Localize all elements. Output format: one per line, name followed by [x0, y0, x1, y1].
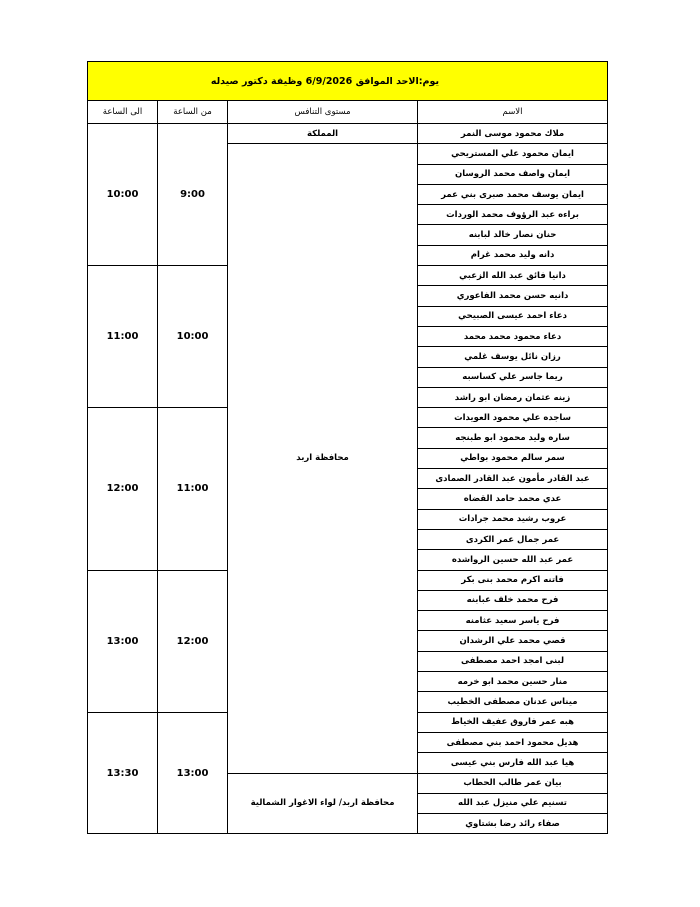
candidate-name: ملاك محمود موسى النمر [418, 124, 608, 144]
candidate-name: دانه وليد محمد غرام [418, 245, 608, 265]
candidate-name: رزان نائل يوسف غلمي [418, 347, 608, 367]
candidate-name: فرح ياسر سعيد عثامنه [418, 611, 608, 631]
header-level: مستوى التنافس [228, 101, 418, 124]
slot-from-time: 13:00 [158, 712, 228, 834]
table-row [88, 124, 608, 144]
candidate-name: صفاء رائد رضا بشتاوي [418, 814, 608, 834]
candidate-name: عدي محمد حامد القضاه [418, 489, 608, 509]
level-irbid: محافظة اربد [228, 144, 418, 773]
candidate-name: عمر عبد الله حسين الرواشده [418, 550, 608, 570]
candidate-name: تسنيم علي منيزل عبد الله [418, 793, 608, 813]
header-from: من الساعة [158, 101, 228, 124]
candidate-name: زينه عثمان رمضان ابو راشد [418, 387, 608, 407]
candidate-name: دانيا فائق عبد الله الزعبي [418, 266, 608, 286]
candidate-name: لبنى امجد احمد مصطفى [418, 651, 608, 671]
candidate-name: ميناس عدنان مصطفى الخطيب [418, 692, 608, 712]
candidate-name: بيان عمر طالب الحطاب [418, 773, 608, 793]
candidate-name: فرح محمد خلف عبابنه [418, 590, 608, 610]
candidate-name: منار حسين محمد ابو خرمه [418, 672, 608, 692]
candidate-name: ايمان واصف محمد الروسان [418, 164, 608, 184]
candidate-name: هبه عمر فاروق عفيف الخياط [418, 712, 608, 732]
slot-from-time: 10:00 [158, 266, 228, 408]
slot-from-time: 9:00 [158, 124, 228, 266]
slot-to-time: 13:30 [88, 712, 158, 834]
candidate-name: قصي محمد علي الرشدان [418, 631, 608, 651]
candidate-name: براءه عبد الرؤوف محمد الوردات [418, 205, 608, 225]
candidate-name: سمر سالم محمود بواطي [418, 448, 608, 468]
candidate-name: عمر جمال عمر الكردى [418, 529, 608, 549]
candidate-name: ريما جاسر علي كساسبه [418, 367, 608, 387]
slot-to-time: 13:00 [88, 570, 158, 712]
level-kingdom: المملكة [228, 124, 418, 144]
slot-to-time: 12:00 [88, 408, 158, 570]
header-to: الى الساعة [88, 101, 158, 124]
banner-title: يوم:الاحد الموافق 6/9/2026 وظيفة دكتور صيدله [88, 62, 608, 101]
candidate-name: عروب رشيد محمد جرادات [418, 509, 608, 529]
candidate-name: هديل محمود احمد بني مصطفى [418, 732, 608, 752]
slot-from-time: 11:00 [158, 408, 228, 570]
candidate-name: ساره وليد محمود ابو طبنجه [418, 428, 608, 448]
candidate-name: ايمان محمود علي المستريحي [418, 144, 608, 164]
candidate-name: ساجده علي محمود العويدات [418, 408, 608, 428]
slot-to-time: 11:00 [88, 266, 158, 408]
candidate-name: دعاء احمد عيسى الصبيحي [418, 306, 608, 326]
candidate-name: هيا عبد الله فارس بني عيسى [418, 753, 608, 773]
candidate-name: حنان نصار خالد لبابنه [418, 225, 608, 245]
level-irbid-ghor: محافظة اربد/ لواء الاغوار الشمالية [228, 773, 418, 834]
slot-to-time: 10:00 [88, 124, 158, 266]
candidate-name: دانيه حسن محمد الفاعوري [418, 286, 608, 306]
candidate-name: دعاء محمود محمد محمد [418, 326, 608, 346]
candidate-name: فاتنه اكرم محمد بنى بكر [418, 570, 608, 590]
schedule-sheet [87, 61, 607, 834]
schedule-table [87, 61, 608, 834]
candidate-name: عبد القادر مأمون عبد القادر الصمادى [418, 469, 608, 489]
candidate-name: ايمان يوسف محمد صبرى بني عمر [418, 184, 608, 204]
slot-from-time: 12:00 [158, 570, 228, 712]
header-name: الاسم [418, 101, 608, 124]
